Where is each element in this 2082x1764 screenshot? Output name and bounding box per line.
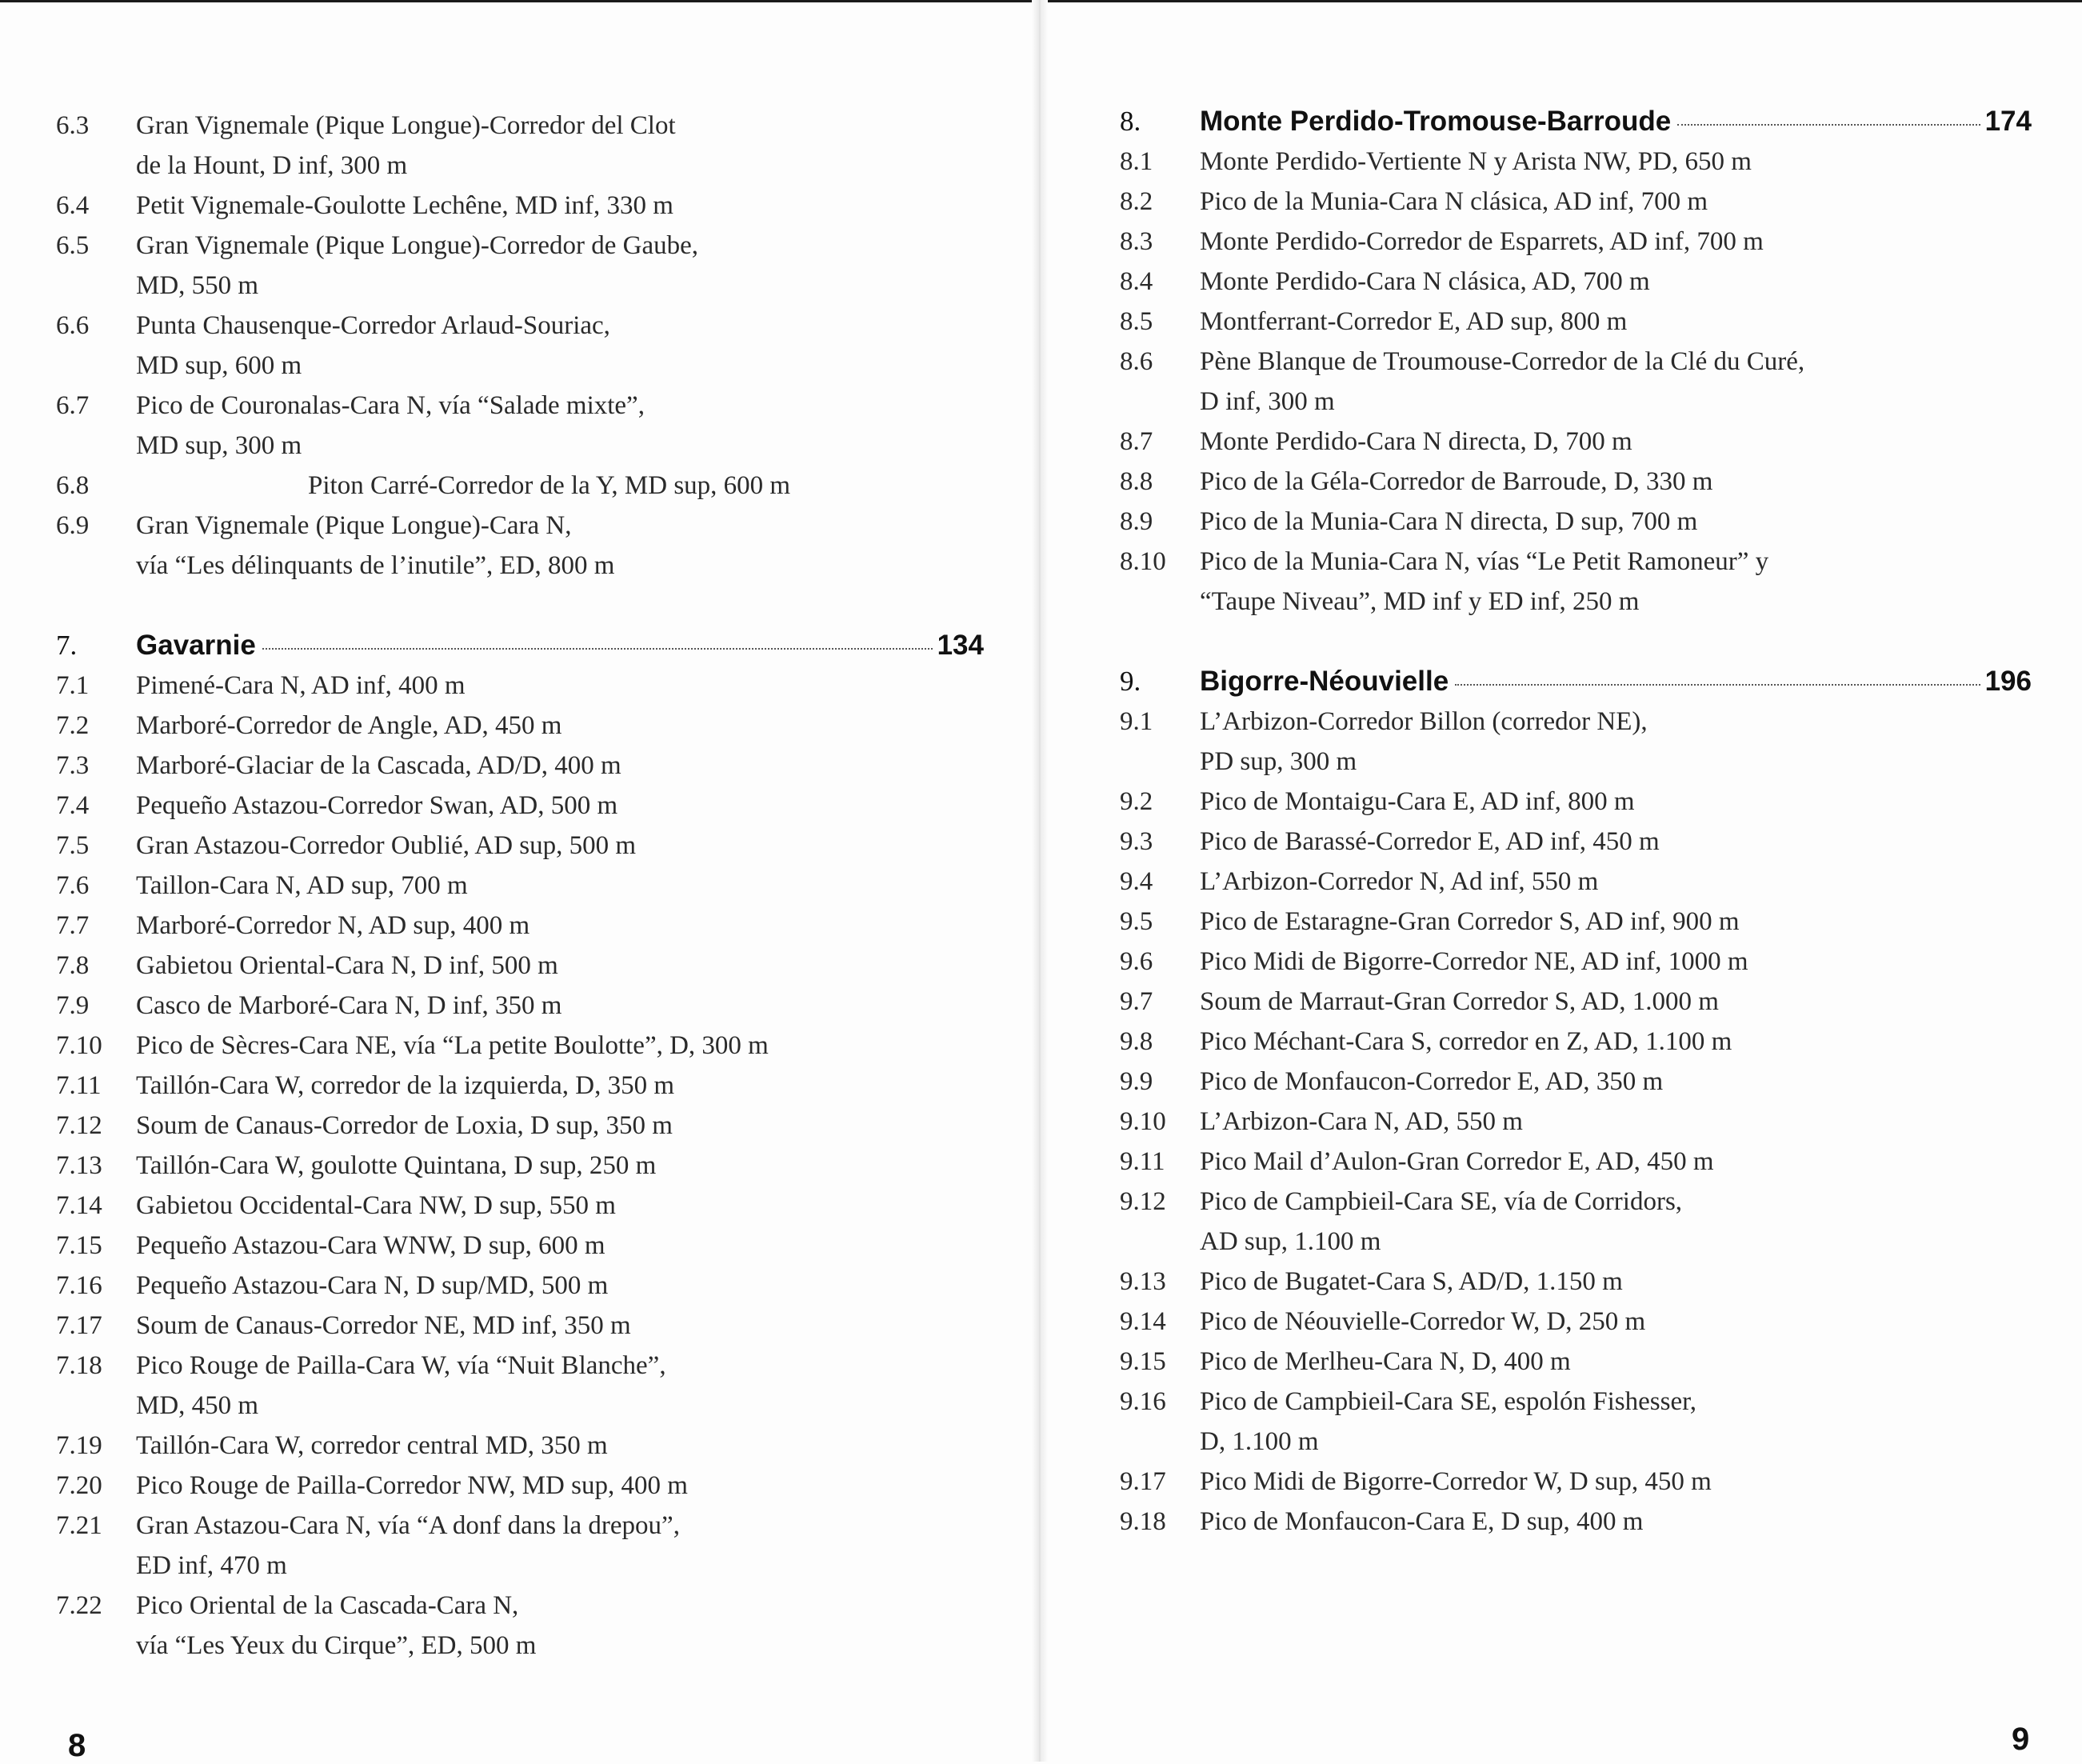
section-title: Monte Perdido-Tromouse-Barroude: [1200, 106, 1672, 137]
entry-number: 7.12: [56, 1111, 102, 1140]
entry-text: Pico de la Munia-Cara N directa, D sup, 700 m: [1200, 507, 1698, 536]
toc-entry: [1120, 422, 2032, 462]
entry-number: 9.1: [1120, 707, 1153, 736]
entry-text: Pimené-Cara N, AD inf, 400 m: [136, 671, 466, 700]
entry-number: 9.2: [1120, 787, 1153, 816]
entry-number: 9.11: [1120, 1147, 1165, 1176]
entry-number: 9.4: [1120, 867, 1153, 896]
entry-number: 7.22: [56, 1591, 102, 1620]
toc-entry: [56, 1106, 984, 1146]
toc-entry: [56, 746, 984, 786]
left-column: [56, 106, 984, 1666]
toc-entry: [56, 1186, 984, 1226]
entry-number: 7.15: [56, 1231, 102, 1260]
toc-entry: [56, 1026, 984, 1066]
entry-number: 8.7: [1120, 427, 1153, 456]
entry-number: 7.19: [56, 1431, 102, 1460]
section-title: Bigorre-Néouvielle: [1200, 666, 1449, 697]
entry-number: 7.18: [56, 1351, 102, 1380]
toc-entry: [1120, 1302, 2032, 1342]
entry-number: 9.3: [1120, 827, 1153, 856]
entry-text: Pico de Sècres-Cara NE, vía “La petite Boulotte”, D, 300 m: [136, 1031, 769, 1060]
entry-number: 7.13: [56, 1151, 102, 1180]
entry-text: Pico de la Géla-Corredor de Barroude, D, 330 m: [1200, 467, 1713, 496]
entry-text: Pico Midi de Bigorre-Corredor NE, AD inf, 1000 m: [1200, 947, 1748, 976]
entry-text: Pico de Barassé-Corredor E, AD inf, 450 m: [1200, 827, 1660, 856]
toc-entry: [56, 666, 984, 706]
entry-text: Taillón-Cara W, corredor central MD, 350 m: [136, 1431, 608, 1460]
entry-number: 6.6: [56, 311, 90, 340]
section-number: 7.: [56, 630, 78, 661]
entry-number: 9.7: [1120, 987, 1153, 1016]
entry-number: 9.12: [1120, 1187, 1166, 1216]
entry-text: Monte Perdido-Cara N clásica, AD, 700 m: [1200, 267, 1650, 296]
toc-entry: [1120, 822, 2032, 862]
entry-text: Gabietou Oriental-Cara N, D inf, 500 m: [136, 951, 558, 980]
entry-text: Taillón-Cara W, goulotte Quintana, D sup, 250 m: [136, 1151, 657, 1180]
section-heading-9: [1120, 662, 2032, 702]
toc-entry: [1120, 1022, 2032, 1062]
entry-number: 9.5: [1120, 907, 1153, 936]
page-number-left: 8: [68, 1728, 86, 1763]
entry-text: Pico de Merlheu-Cara N, D, 400 m: [1200, 1347, 1571, 1376]
toc-entry: [1120, 782, 2032, 822]
toc-entry: [1120, 1062, 2032, 1102]
entry-number: 7.1: [56, 671, 90, 700]
entry-text: Pico de Monfaucon-Cara E, D sup, 400 m: [1200, 1507, 1644, 1536]
section-page-number: 174: [1984, 106, 2032, 137]
toc-entry: [1120, 1182, 2032, 1262]
entry-text: Pico de Montaigu-Cara E, AD inf, 800 m: [1200, 787, 1635, 816]
toc-entry: [56, 1466, 984, 1506]
entry-text: Monte Perdido-Vertiente N y Arista NW, PD, 650 m: [1200, 147, 1752, 176]
toc-entry: [56, 786, 984, 826]
entry-number: 7.9: [56, 991, 90, 1020]
entry-text: L’Arbizon-Cara N, AD, 550 m: [1200, 1107, 1523, 1136]
toc-entry: [56, 1266, 984, 1306]
toc-entry: [1120, 342, 2032, 422]
entry-text: Pico de Estaragne-Gran Corredor S, AD inf, 900 m: [1200, 907, 1740, 936]
entry-text: Monte Perdido-Cara N directa, D, 700 m: [1200, 427, 1632, 456]
toc-entry: [56, 306, 984, 386]
toc-entry: [56, 866, 984, 906]
page-number-right: 9: [2012, 1722, 2030, 1757]
entry-text: Pequeño Astazou-Cara N, D sup/MD, 500 m: [136, 1271, 609, 1300]
section-number: 8.: [1120, 106, 1141, 137]
entries-section-6: [56, 106, 984, 586]
entry-text: Taillon-Cara N, AD sup, 700 m: [136, 871, 468, 900]
entries-section-8: [1120, 142, 2032, 622]
entry-number: 7.20: [56, 1471, 102, 1500]
entries-section-9: [1120, 702, 2032, 1542]
toc-entry: [56, 1146, 984, 1186]
entry-number: 7.14: [56, 1191, 102, 1220]
toc-entry: [1120, 142, 2032, 182]
entry-number: 6.8: [56, 471, 90, 500]
entry-text: Pequeño Astazou-Corredor Swan, AD, 500 m: [136, 791, 618, 820]
entry-number: 9.10: [1120, 1107, 1166, 1136]
toc-entry: [56, 986, 984, 1026]
entry-text: Montferrant-Corredor E, AD sup, 800 m: [1200, 307, 1628, 336]
toc-entry: [56, 506, 984, 586]
entry-text: Casco de Marboré-Cara N, D inf, 350 m: [136, 991, 562, 1020]
entry-number: 6.4: [56, 191, 90, 220]
entry-text: Punta Chausenque-Corredor Arlaud-Souriac, MD sup, 600 m: [136, 311, 610, 380]
toc-entry: [56, 106, 984, 186]
entry-number: 9.8: [1120, 1027, 1153, 1056]
entry-number: 9.9: [1120, 1067, 1153, 1096]
entry-text: Gran Vignemale (Pique Longue)-Corredor del Clot de la Hount, D inf, 300 m: [136, 111, 676, 180]
toc-entry: [1120, 1462, 2032, 1502]
entry-text: Monte Perdido-Corredor de Esparrets, AD inf, 700 m: [1200, 227, 1764, 256]
entry-text: Pico Oriental de la Cascada-Cara N, vía “Les Yeux du Cirque”, ED, 500 m: [136, 1591, 537, 1660]
section-heading-8: [1120, 102, 2032, 142]
toc-entry: [56, 1426, 984, 1466]
entry-number: 8.9: [1120, 507, 1153, 536]
leader-dots: [262, 647, 933, 650]
entry-number: 9.18: [1120, 1507, 1166, 1536]
toc-entry: [56, 1226, 984, 1266]
entry-number: 7.2: [56, 711, 90, 740]
entry-text: L’Arbizon-Corredor N, Ad inf, 550 m: [1200, 867, 1599, 896]
entry-number: 9.14: [1120, 1307, 1166, 1336]
section-title: Gavarnie: [136, 630, 256, 661]
entry-text: Pico de Couronalas-Cara N, vía “Salade mixte”, MD sup, 300 m: [136, 391, 645, 460]
toc-entry: [1120, 302, 2032, 342]
entry-text: Gran Astazou-Cara N, vía “A donf dans la drepou”, ED inf, 470 m: [136, 1511, 680, 1580]
toc-entry: [56, 1066, 984, 1106]
entry-number: 9.16: [1120, 1387, 1166, 1416]
toc-entry: [56, 946, 984, 986]
toc-entry: [1120, 1142, 2032, 1182]
section-page-number: 196: [1984, 666, 2032, 697]
entry-text: Soum de Marraut-Gran Corredor S, AD, 1.000 m: [1200, 987, 1719, 1016]
toc-entry: [1120, 262, 2032, 302]
toc-entry: [1120, 1102, 2032, 1142]
entry-text: Marboré-Glaciar de la Cascada, AD/D, 400 m: [136, 751, 621, 780]
toc-entry: [56, 466, 984, 506]
entry-text: Pico de Bugatet-Cara S, AD/D, 1.150 m: [1200, 1267, 1623, 1296]
toc-entry: [56, 1346, 984, 1426]
entry-number: 8.2: [1120, 187, 1153, 216]
entry-number: 8.6: [1120, 347, 1153, 376]
entry-text: Pico de Campbieil-Cara SE, espolón Fishesser, D, 1.100 m: [1200, 1387, 1697, 1456]
toc-entry: [1120, 1262, 2032, 1302]
entry-number: 8.4: [1120, 267, 1153, 296]
section-page-number: 134: [937, 630, 984, 661]
toc-entry: [1120, 702, 2032, 782]
entry-text: Pico Méchant-Cara S, corredor en Z, AD, 1.100 m: [1200, 1027, 1732, 1056]
entry-text: Pequeño Astazou-Cara WNW, D sup, 600 m: [136, 1231, 605, 1260]
entry-number: 8.1: [1120, 147, 1153, 176]
entry-number: 7.21: [56, 1511, 102, 1540]
leader-dots: [1677, 123, 1980, 126]
entry-number: 7.6: [56, 871, 90, 900]
entry-number: 9.6: [1120, 947, 1153, 976]
entry-number: 6.9: [56, 511, 90, 540]
entry-number: 8.10: [1120, 547, 1166, 576]
entry-number: 7.10: [56, 1031, 102, 1060]
entry-number: 7.3: [56, 751, 90, 780]
toc-entry: [1120, 182, 2032, 222]
entry-text: Piton Carré-Corredor de la Y, MD sup, 600 m: [308, 471, 791, 500]
entry-number: 6.5: [56, 231, 90, 260]
entry-number: 7.4: [56, 791, 90, 820]
entry-text: Gran Vignemale (Pique Longue)-Corredor de Gaube, MD, 550 m: [136, 231, 699, 300]
toc-entry: [1120, 1502, 2032, 1542]
entry-text: Marboré-Corredor N, AD sup, 400 m: [136, 911, 530, 940]
toc-entry: [1120, 902, 2032, 942]
entry-number: 8.8: [1120, 467, 1153, 496]
entry-text: Soum de Canaus-Corredor de Loxia, D sup, 350 m: [136, 1111, 673, 1140]
toc-entry: [1120, 1382, 2032, 1462]
book-gutter: [1032, 0, 1048, 1762]
section-heading-7: [56, 626, 984, 666]
toc-entry: [56, 386, 984, 466]
entry-number: 7.16: [56, 1271, 102, 1300]
toc-entry: [1120, 862, 2032, 902]
toc-entry: [56, 826, 984, 866]
entry-number: 9.17: [1120, 1467, 1166, 1496]
entry-text: Gabietou Occidental-Cara NW, D sup, 550 m: [136, 1191, 616, 1220]
entry-text: Pico de Néouvielle-Corredor W, D, 250 m: [1200, 1307, 1646, 1336]
entry-text: Pico Mail d’Aulon-Gran Corredor E, AD, 450 m: [1200, 1147, 1714, 1176]
entries-section-7: [56, 666, 984, 1666]
toc-entry: [1120, 1342, 2032, 1382]
toc-entry: [1120, 942, 2032, 982]
entry-text: Pico de Campbieil-Cara SE, vía de Corridors, AD sup, 1.100 m: [1200, 1187, 1683, 1256]
toc-entry: [56, 706, 984, 746]
entry-text: L’Arbizon-Corredor Billon (corredor NE), PD sup, 300 m: [1200, 707, 1648, 776]
toc-entry: [56, 1586, 984, 1666]
entry-text: Gran Vignemale (Pique Longue)-Cara N, vía “Les délinquants de l’inutile”, ED, 800 m: [136, 511, 615, 580]
entry-number: 6.7: [56, 391, 90, 420]
entry-number: 7.7: [56, 911, 90, 940]
right-column: [1120, 102, 2032, 1542]
entry-text: Gran Astazou-Corredor Oublié, AD sup, 500 m: [136, 831, 637, 860]
entry-text: Marboré-Corredor de Angle, AD, 450 m: [136, 711, 562, 740]
entry-number: 9.13: [1120, 1267, 1166, 1296]
toc-entry: [56, 906, 984, 946]
toc-entry: [1120, 462, 2032, 502]
entry-text: Pico de la Munia-Cara N clásica, AD inf, 700 m: [1200, 187, 1708, 216]
toc-entry: [1120, 502, 2032, 542]
entry-text: Pène Blanque de Troumouse-Corredor de la Clé du Curé, D inf, 300 m: [1200, 347, 1805, 416]
toc-entry: [56, 1506, 984, 1586]
toc-entry: [1120, 222, 2032, 262]
toc-entry: [1120, 982, 2032, 1022]
entry-number: 9.15: [1120, 1347, 1166, 1376]
entry-number: 6.3: [56, 111, 90, 140]
entry-text: Soum de Canaus-Corredor NE, MD inf, 350 m: [136, 1311, 631, 1340]
entry-text: Pico de la Munia-Cara N, vías “Le Petit Ramoneur” y “Taupe Niveau”, MD inf y ED inf, 250 m: [1200, 547, 1769, 616]
section-number: 9.: [1120, 666, 1141, 697]
entry-number: 7.5: [56, 831, 90, 860]
toc-entry: [56, 186, 984, 226]
toc-entry: [56, 226, 984, 306]
entry-text: Pico Midi de Bigorre-Corredor W, D sup, 450 m: [1200, 1467, 1712, 1496]
entry-text: Pico Rouge de Pailla-Cara W, vía “Nuit Blanche”, MD, 450 m: [136, 1351, 666, 1420]
entry-text: Pico Rouge de Pailla-Corredor NW, MD sup, 400 m: [136, 1471, 688, 1500]
toc-entry: [1120, 542, 2032, 622]
entry-text: Petit Vignemale-Goulotte Lechêne, MD inf, 330 m: [136, 191, 673, 220]
entry-number: 7.8: [56, 951, 90, 980]
entry-text: Taillón-Cara W, corredor de la izquierda, D, 350 m: [136, 1071, 675, 1100]
entry-number: 7.17: [56, 1311, 102, 1340]
entry-text: Pico de Monfaucon-Corredor E, AD, 350 m: [1200, 1067, 1664, 1096]
entry-number: 7.11: [56, 1071, 102, 1100]
toc-entry: [56, 1306, 984, 1346]
leader-dots: [1455, 683, 1980, 686]
entry-number: 8.3: [1120, 227, 1153, 256]
entry-number: 8.5: [1120, 307, 1153, 336]
